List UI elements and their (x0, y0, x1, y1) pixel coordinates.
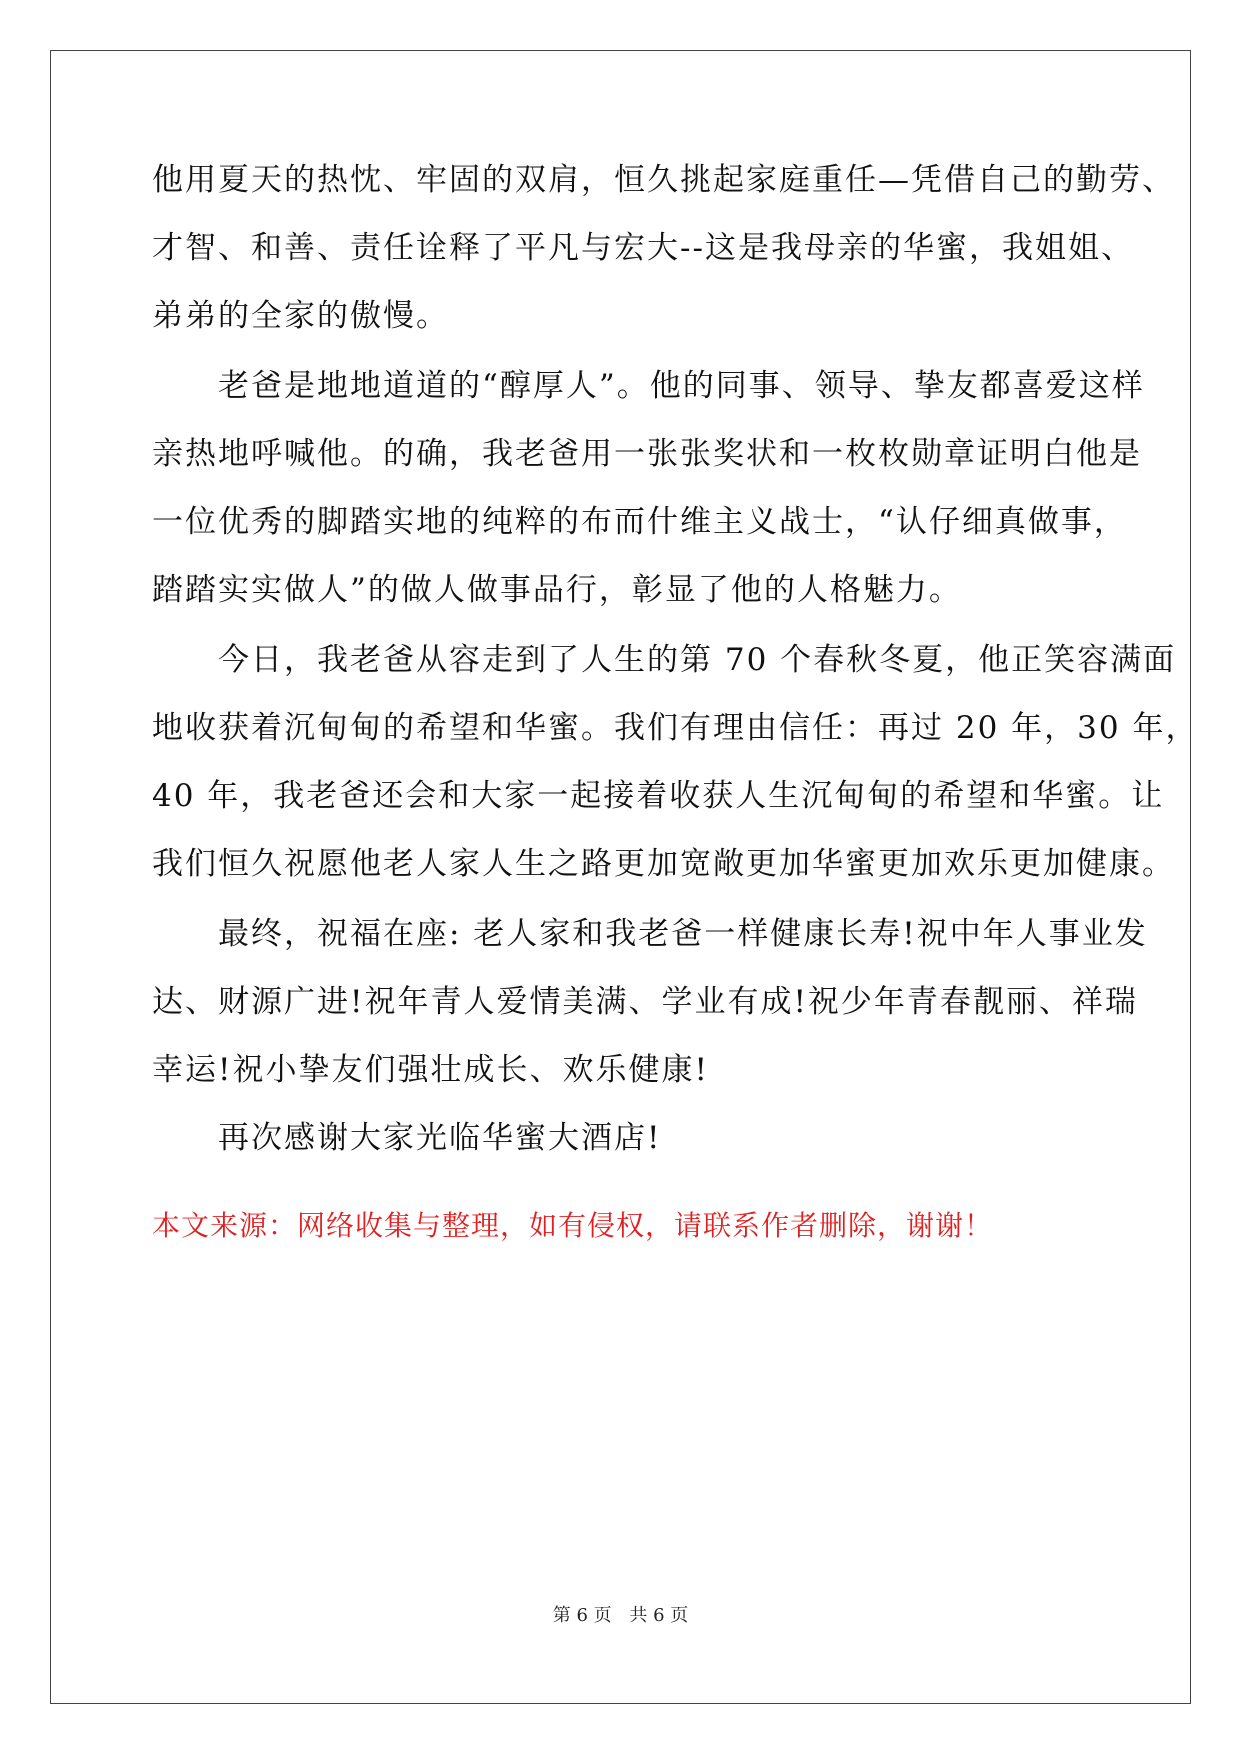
page-total: 共 6 页 (629, 1605, 689, 1626)
text-line: 再次感谢大家光临华蜜大酒店! (152, 1120, 662, 1156)
text-line: 今日，我老爸从容走到了人生的第 70 个春秋冬夏，他正笑容满面 (152, 642, 1177, 678)
text-line: 达、财源广进!祝年青人爱情美满、学业有成!祝少年青春靓丽、祥瑞 (152, 984, 1138, 1020)
text-line: 老爸是地地道道的“醇厚人”。他的同事、领导、挚友都喜爱这样 (152, 368, 1145, 404)
text-line: 他用夏天的热忱、牢固的双肩，恒久挑起家庭重任—凭借自己的勤劳、 (152, 162, 1175, 198)
text-line: 地收获着沉甸甸的希望和华蜜。我们有理由信任：再过 20 年，30 年， (152, 710, 1199, 746)
text-line: 一位优秀的脚踏实地的纯粹的布而什维主义战士，“认仔细真做事， (152, 504, 1127, 540)
source-note: 本文来源：网络收集与整理，如有侵权，请联系作者删除，谢谢！ (152, 1209, 994, 1242)
text-line: 幸运!祝小挚友们强壮成长、欢乐健康! (152, 1052, 709, 1088)
text-line: 40 年，我老爸还会和大家一起接着收获人生沉甸甸的希望和华蜜。让 (152, 778, 1165, 814)
text-line: 最终，祝福在座: 老人家和我老爸一样健康长寿!祝中年人事业发 (152, 916, 1148, 952)
page-footer (0, 1604, 1241, 1628)
text-line: 才智、和善、责任诠释了平凡与宏大--这是我母亲的华蜜，我姐姐、 (152, 230, 1134, 266)
page-number: 第 6 页 (552, 1605, 612, 1626)
text-line: 踏踏实实做人”的做人做事品行，彰显了他的人格魅力。 (152, 572, 962, 608)
text-line: 弟弟的全家的傲慢。 (152, 298, 449, 334)
text-line: 我们恒久祝愿他老人家人生之路更加宽敞更加华蜜更加欢乐更加健康。 (152, 846, 1175, 882)
text-line: 亲热地呼喊他。的确，我老爸用一张张奖状和一枚枚勋章证明白他是 (152, 436, 1142, 472)
